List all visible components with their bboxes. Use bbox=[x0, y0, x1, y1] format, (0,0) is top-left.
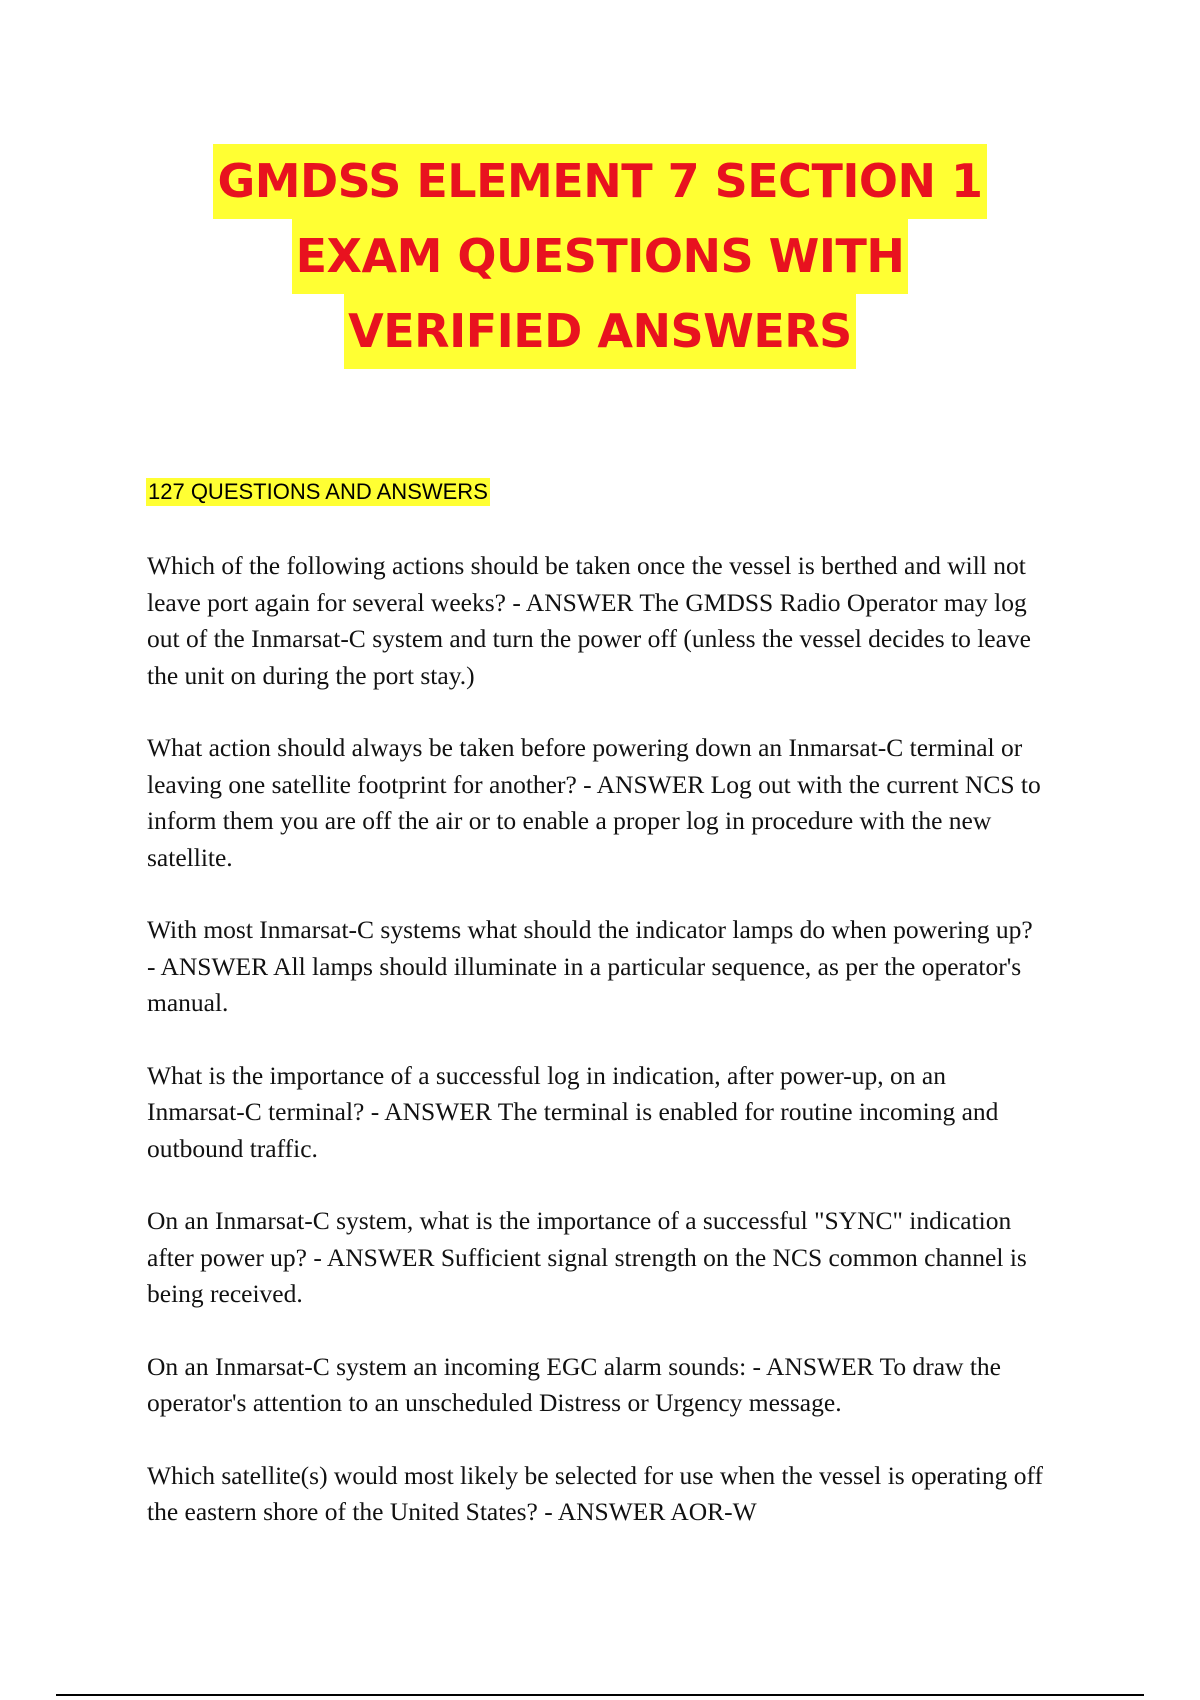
title-line-2 bbox=[0, 219, 1200, 294]
qa-item: Which satellite(s) would most likely be selected for use when the vessel is operating off the eastern shore of the United States? - ANSWER AOR-W bbox=[147, 1460, 1044, 1526]
title-line-3-text: VERIFIED ANSWERS bbox=[344, 294, 856, 369]
title-line-3 bbox=[0, 294, 1200, 369]
qa-item: Which of the following actions should be taken once the vessel is berthed and will not leave port again for several weeks? - ANSWER The GMDSS Radio Operator may log out of the Inmarsat-C system and turn the power off (unless the vessel decides to leave the unit on during the port stay.) bbox=[147, 551, 1031, 690]
title-line-1-text: GMDSS ELEMENT 7 SECTION 1 bbox=[213, 144, 986, 219]
qa-item: On an Inmarsat-C system an incoming EGC alarm sounds: - ANSWER To draw the operator's attention to an unscheduled Distress or Urgency message. bbox=[147, 1351, 1001, 1417]
qa-item: What is the importance of a successful log in indication, after power-up, on an Inmarsat-C terminal? - ANSWER The terminal is enabled for routine incoming and outbound traffic. bbox=[147, 1060, 999, 1163]
document-title bbox=[0, 144, 1200, 369]
footer-divider bbox=[56, 1694, 1144, 1696]
qa-list bbox=[147, 548, 1047, 1567]
title-line-2-text: EXAM QUESTIONS WITH bbox=[292, 219, 909, 294]
qa-item: On an Inmarsat-C system, what is the importance of a successful "SYNC" indication after power up? - ANSWER Sufficient signal strength on the NCS common channel is being received. bbox=[147, 1206, 1027, 1308]
question-count-label: 127 QUESTIONS AND ANSWERS bbox=[148, 479, 488, 504]
qa-item: With most Inmarsat-C systems what should the indicator lamps do when powering up? - ANSWER All lamps should illuminate in a particular sequence, as per the operator's manual. bbox=[147, 915, 1033, 1017]
title-line-1 bbox=[0, 144, 1200, 219]
qa-item: What action should always be taken before powering down an Inmarsat-C terminal or leaving one satellite footprint for another? - ANSWER Log out with the current NCS to inform them you are off the air or to enable a proper log in procedure with the new satellite. bbox=[147, 733, 1041, 872]
